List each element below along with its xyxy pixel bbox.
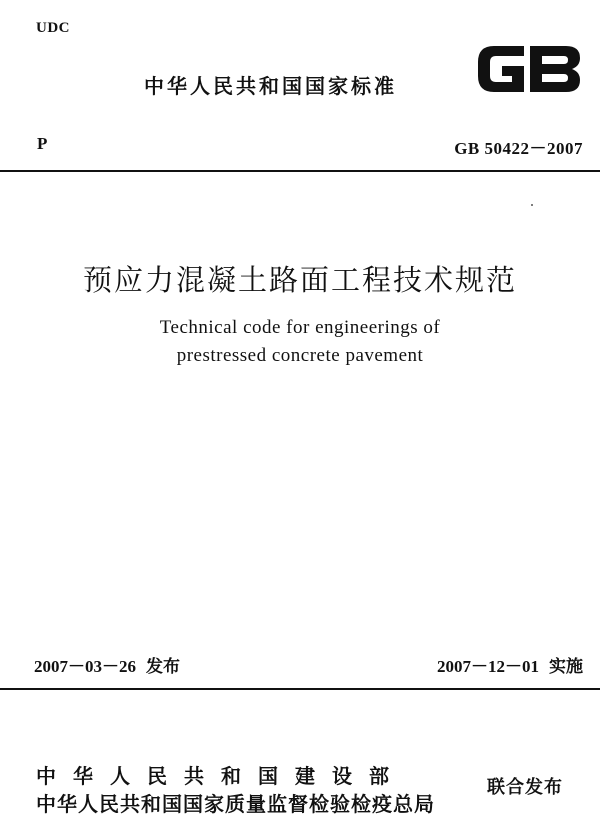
implement-label: 实施	[549, 657, 583, 677]
title-english	[0, 314, 600, 370]
title-english-line2: prestressed concrete pavement	[176, 345, 424, 366]
scan-speck	[531, 204, 533, 206]
bottom-divider	[0, 688, 600, 690]
issue-date-block	[34, 652, 180, 677]
standard-type-title: 中华人民共和国国家标准	[144, 74, 397, 98]
gb-logo-b-shape	[530, 46, 580, 92]
implement-date: 2007－12－01	[437, 657, 539, 676]
standard-number: GB 50422－2007	[454, 139, 583, 158]
joint-issue-label: 联合发布	[487, 777, 563, 798]
classification-code: P	[37, 134, 48, 153]
top-divider	[0, 170, 600, 172]
title-english-line1: Technical code for engineerings of	[159, 317, 441, 338]
implement-date-block	[437, 652, 583, 677]
gb-logo-g-shape	[478, 46, 524, 92]
udc-label: UDC	[36, 20, 70, 36]
issue-label: 发布	[146, 657, 180, 677]
issuer-ministry: 中华人民共和国建设部	[36, 764, 406, 788]
gb-logo	[474, 40, 584, 98]
issuer-aqsiq: 中华人民共和国国家质量监督检验检疫总局	[36, 792, 435, 816]
issue-date: 2007－03－26	[34, 657, 136, 676]
title-chinese: 预应力混凝土路面工程技术规范	[82, 263, 517, 297]
